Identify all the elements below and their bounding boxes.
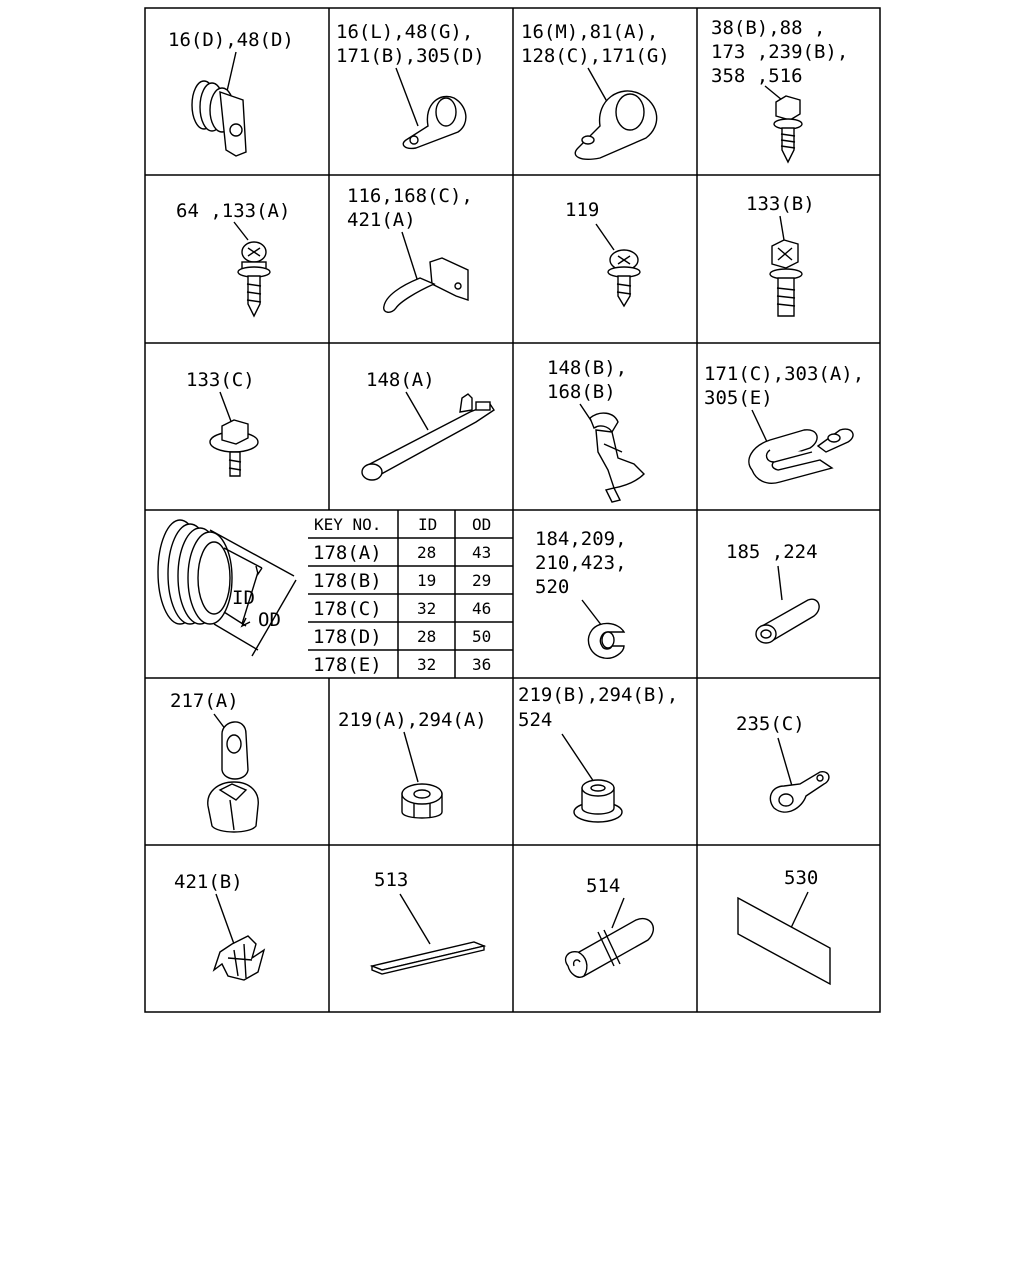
part-label: 235(C)	[736, 713, 805, 735]
part-label: 210,423,	[535, 552, 627, 574]
part-label: 421(B)	[174, 871, 243, 893]
part-label: 128(C),171(G)	[521, 45, 670, 67]
part-label: 520	[535, 576, 570, 598]
table-cell: 178(E)	[313, 654, 382, 676]
part-label: 133(C)	[186, 369, 255, 391]
table-header: ID	[418, 515, 438, 534]
part-label: 219(B),294(B),	[518, 684, 679, 706]
part-label: 513	[374, 869, 409, 891]
inner-diameter-label: ID	[232, 587, 255, 609]
part-label: 64 ,133(A)	[176, 200, 291, 222]
table-cell: 29	[472, 571, 492, 590]
part-label: 148(B),	[547, 357, 628, 379]
table-cell: 43	[472, 543, 492, 562]
table-cell: 36	[472, 655, 492, 674]
table-cell: 178(A)	[313, 542, 382, 564]
part-label: 185 ,224	[726, 541, 818, 563]
part-label: 16(D),48(D)	[168, 29, 294, 51]
table-cell: 28	[417, 627, 437, 646]
part-label: 184,209,	[535, 528, 627, 550]
table-cell: 32	[417, 655, 437, 674]
part-label: 219(A),294(A)	[338, 709, 487, 731]
part-label: 171(B),305(D)	[336, 45, 485, 67]
part-label: 168(B)	[547, 381, 616, 403]
part-label: 217(A)	[170, 690, 239, 712]
part-label: 358 ,516	[711, 65, 803, 87]
table-cell: 178(D)	[313, 626, 382, 648]
part-label: 305(E)	[704, 387, 773, 409]
table-cell: 28	[417, 543, 437, 562]
part-label: 116,168(C),	[347, 185, 473, 207]
part-label: 133(B)	[746, 193, 815, 215]
part-label: 514	[586, 875, 621, 897]
part-label: 38(B),88 ,	[711, 17, 826, 39]
table-header: OD	[472, 515, 492, 534]
table-cell: 19	[417, 571, 437, 590]
table-cell: 50	[472, 627, 492, 646]
part-label: 16(M),81(A),	[521, 21, 659, 43]
part-label: 173 ,239(B),	[711, 41, 849, 63]
table-cell: 178(B)	[313, 570, 382, 592]
part-label: 524	[518, 709, 553, 731]
nut-icon	[402, 784, 442, 818]
table-cell: 178(C)	[313, 598, 382, 620]
table-header: KEY NO.	[314, 515, 382, 534]
table-cell: 46	[472, 599, 492, 618]
part-label: 148(A)	[366, 369, 435, 391]
part-label: 421(A)	[347, 209, 416, 231]
outer-diameter-label: OD	[258, 609, 281, 631]
part-label: 119	[565, 199, 600, 221]
part-label: 16(L),48(G),	[336, 21, 474, 43]
part-label: 171(C),303(A),	[704, 363, 865, 385]
part-label: 530	[784, 867, 819, 889]
table-cell: 32	[417, 599, 437, 618]
